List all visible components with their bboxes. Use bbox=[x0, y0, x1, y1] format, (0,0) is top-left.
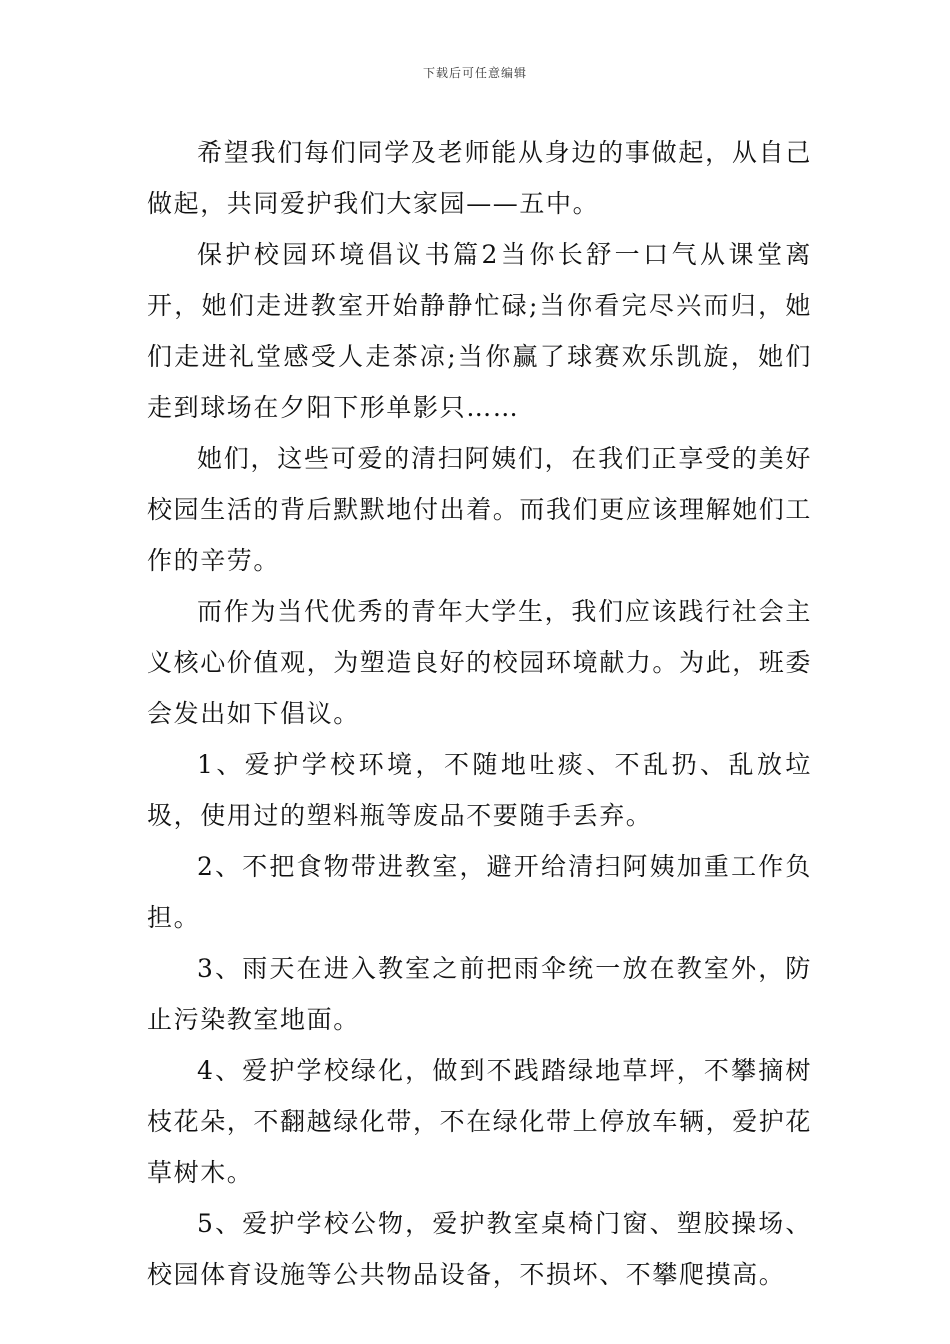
paragraph: 保护校园环境倡议书篇2当你长舒一口气从课堂离开，她们走进教室开始静静忙碌;当你看完尽兴而归，她们走进礼堂感受人走茶凉;当你赢了球赛欢乐凯旋，她们走到球场在夕阳下形单影只…… bbox=[147, 240, 812, 422]
paragraph: 4、爱护学校绿化，做到不践踏绿地草坪，不攀摘树枝花朵，不翻越绿化带，不在绿化带上停放车辆，爱护花草树木。 bbox=[147, 1056, 813, 1187]
document-body bbox=[147, 127, 812, 1300]
paragraph: 3、雨天在进入教室之前把雨伞统一放在教室外，防止污染教室地面。 bbox=[147, 954, 812, 1034]
paragraph: 5、爱护学校公物，爱护教室桌椅门窗、塑胶操场、校园体育设施等公共物品设备，不损坏、不攀爬摸高。 bbox=[147, 1209, 812, 1289]
paragraph: 1、爱护学校环境，不随地吐痰、不乱扔、乱放垃圾，使用过的塑料瓶等废品不要随手丢弃。 bbox=[147, 750, 812, 830]
paragraph: 而作为当代优秀的青年大学生，我们应该践行社会主义核心价值观，为塑造良好的校园环境献力。为此，班委会发出如下倡议。 bbox=[147, 597, 813, 728]
paragraph: 2、不把食物带进教室，避开给清扫阿姨加重工作负担。 bbox=[147, 852, 812, 932]
page-header: 下载后可任意编辑 bbox=[422, 66, 527, 80]
paragraph: 她们，这些可爱的清扫阿姨们，在我们正享受的美好校园生活的背后默默地付出着。而我们更应该理解她们工作的辛劳。 bbox=[147, 444, 813, 575]
paragraph: 希望我们每们同学及老师能从身边的事做起，从自己做起，共同爱护我们大家园——五中。 bbox=[147, 138, 812, 218]
